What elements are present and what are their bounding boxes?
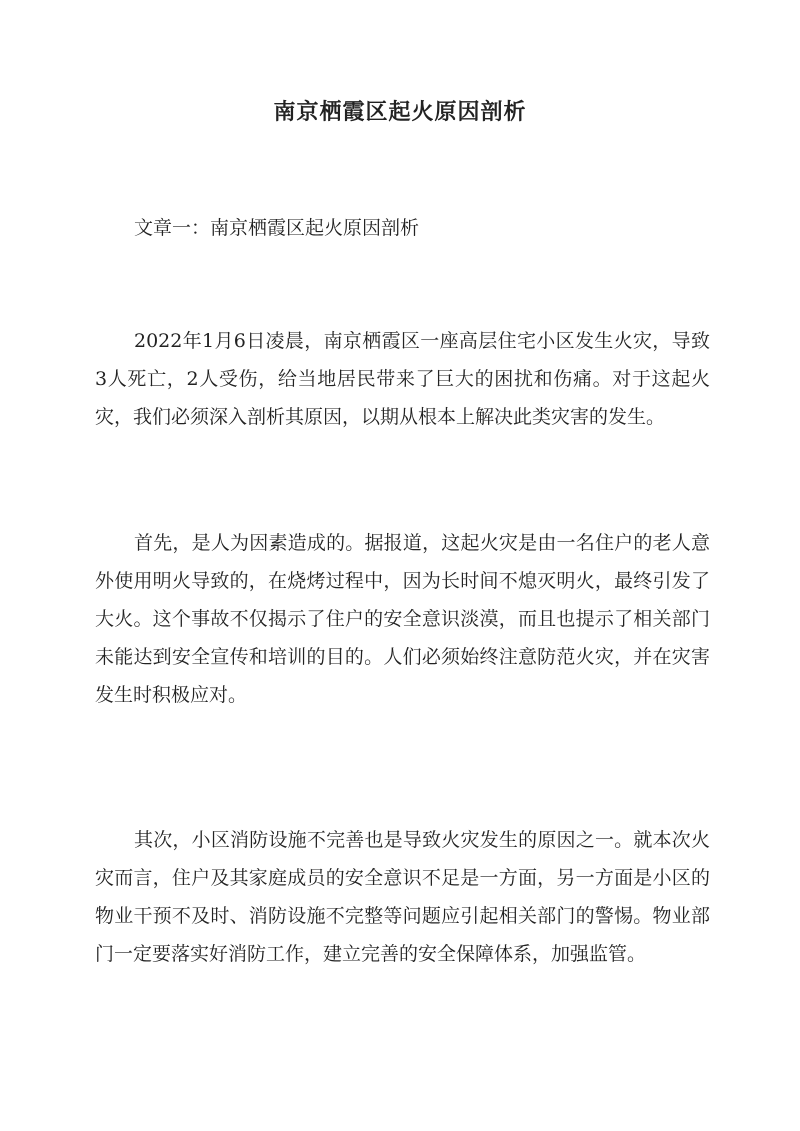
document-title: 南京栖霞区起火原因剖析 bbox=[273, 99, 527, 125]
paragraph-fire-facilities: 其次，小区消防设施不完善也是导致火灾发生的原因之一。就本次火灾而言，住户及其家庭成员的安全意识不足是一方面，另一方面是小区的物业干预不及时、消防设施不完整等问题应引起相关部门的警惕。物业部门一定要落实好消防工作，建立完善的安全保障体系，加强监管。 bbox=[95, 829, 710, 965]
document-subtitle: 文章一：南京栖霞区起火原因剖析 bbox=[134, 217, 420, 239]
paragraph-human-factor: 首先，是人为因素造成的。据报道，这起火灾是由一名住户的老人意外使用明火导致的，在烧烤过程中，因为长时间不熄灭明火，最终引发了大火。这个事故不仅揭示了住户的安全意识淡漠，而且也提示了相关部门未能达到安全宣传和培训的目的。人们必须始终注意防范火灾，并在灾害发生时积极应对。 bbox=[95, 532, 710, 706]
paragraph-intro: 2022年1月6日凌晨，南京栖霞区一座高层住宅小区发生火灾，导致3人死亡，2人受伤，给当地居民带来了巨大的困扰和伤痛。对于这起火灾，我们必须深入剖析其原因，以期从根本上解决此类灾害的发生。 bbox=[95, 330, 710, 428]
